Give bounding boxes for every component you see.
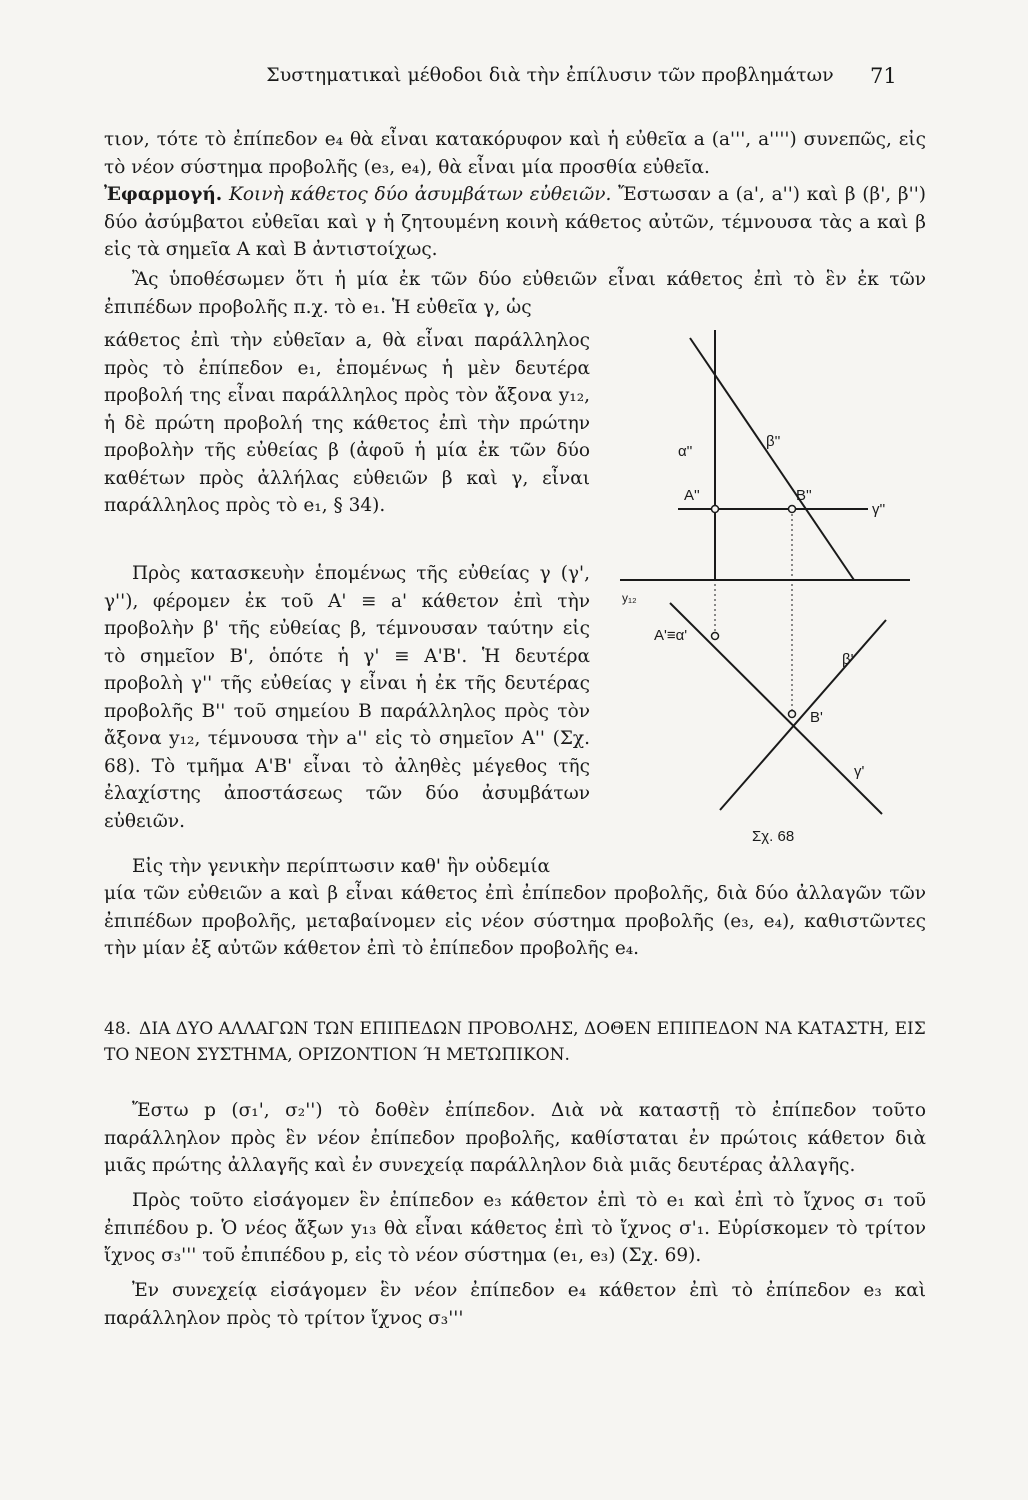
label-g1: γ' [854, 763, 865, 780]
label-B1: B' [810, 709, 823, 726]
label-B2: B'' [796, 487, 812, 504]
label-A2: A'' [684, 487, 700, 504]
paragraph-application [104, 181, 926, 264]
figure-caption: Σχ. 68 [752, 828, 795, 845]
label-A1: A'≡α' [654, 627, 688, 644]
running-header: Συστηματικαὶ μέθοδοι διὰ τὴν ἐπίλυσιν τῶν προβλημάτων [266, 64, 834, 86]
paragraph-1: τιον, τότε τὸ ἐπίπεδον e₄ θὰ εἶναι κατακόρυφον καὶ ἡ εὐθεῖα a (a''', a'''') συνεπῶς, εἰς τὸ νέον σύστημα προβολῆς (e₃, e₄), θὰ εἶναι μία προσθία εὐθεῖα. [104, 129, 926, 178]
application-body: Ἔστωσαν a (a', a'') καὶ β (β', β'') δύο ἀσύμβατοι εὐθεῖαι καὶ γ ἡ ζητουμένη κοινὴ κάθετος αὐτῶν, τέμνουσα τὰς a καὶ β εἰς τὰ σημεῖα A καὶ B ἀντιστοίχως. [104, 184, 927, 260]
paragraph-9: Ἐν συνεχείᾳ εἰσάγομεν ἓν νέον ἐπίπεδον e₄ κάθετον ἐπὶ τὸ ἐπίπεδον e₃ καὶ παράλληλον πρὸς τὸ τρίτον ἴχνος σ₃''' [104, 1280, 926, 1329]
application-label: Ἐφαρμογή. [104, 184, 223, 205]
b1-line [720, 620, 886, 810]
point-B1 [789, 711, 796, 718]
paragraph-3: Ἂς ὑποθέσωμεν ὅτι ἡ μία ἐκ τῶν δύο εὐθειῶν εἶναι κάθετος ἐπὶ τὸ ἓν ἐκ τῶν ἐπιπέδων προβολῆς π.χ. τὸ e₁. Ἡ εὐθεῖα γ, ὡς [104, 269, 926, 318]
paragraph-5: Πρὸς κατασκευὴν ἑπομένως τῆς εὐθείας γ (γ', γ''), φέρομεν ἐκ τοῦ A' ≡ a' κάθετον ἐπὶ τὴν προβολὴν β' τῆς εὐθείας β, τέμνουσαν ταύτην εἰς τὸ σημεῖον B', ὁπότε ἡ γ' ≡ A'B'. Ἡ δευτέρα προβολὴ γ'' τῆς εὐθείας γ εἶναι ἡ ἐκ τῆς δευτέρας προβολῆς B'' τοῦ σημείου B παράλληλος πρὸς τὸν ἄξονα y₁₂, τέμνουσα τὴν a'' εἰς τὸ σημεῖον A'' (Σχ. 68). Τὸ τμῆμα A'B' εἶναι τὸ ἀληθὲς μέγεθος τῆς ἐλαχίστης ἀποστάσεως τῶν δύο ἀσυμβάτων εὐθειῶν. [104, 563, 590, 832]
paragraph-8: Πρὸς τοῦτο εἰσάγομεν ἓν ἐπίπεδον e₃ κάθετον ἐπὶ τὸ e₁ καὶ ἐπὶ τὸ ἴχνος σ₁ τοῦ ἐπιπέδου p. Ὁ νέος ἄξων y₁₃ θὰ εἶναι κάθετος ἐπὶ τὸ ἴχνος σ'₁. Εὑρίσκομεν τὸ τρίτον ἴχνος σ₃''' τοῦ ἐπιπέδου p, εἰς τὸ νέον σύστημα (e₁, e₃) (Σχ. 69). [104, 1190, 926, 1266]
label-b2: β'' [766, 433, 781, 450]
label-g2: γ'' [872, 501, 886, 518]
paragraph-4: κάθετος ἐπὶ τὴν εὐθεῖαν a, θὰ εἶναι παράλληλος πρὸς τὸ ἐπίπεδον e₁, ἑπομένως ἡ μὲν δευτέρα προβολή της εἶναι παράλληλος πρὸς τὸν ἄξονα y₁₂, ἡ δὲ πρώτη προβολή της κάθετος ἐπὶ τὴν πρώτην προβολὴν τῆς εὐθείας β (ἀφοῦ ἡ μία ἐκ τῶν δύο καθέτων πρὸς ἀλλήλας εὐθειῶν β καὶ γ, εἶναι παράλληλος πρὸς τὸ e₁, § 34). [104, 330, 590, 516]
page-number: 71 [870, 64, 897, 88]
paragraph-6a: Εἰς τὴν γενικὴν περίπτωσιν καθ' ἣν οὐδεμία [132, 856, 550, 877]
figure-68 [618, 318, 918, 828]
label-a2: α'' [678, 443, 693, 460]
paragraph-6b: μία τῶν εὐθειῶν a καὶ β εἶναι κάθετος ἐπὶ ἐπίπεδον προβολῆς, διὰ δύο ἀλλαγῶν τῶν ἐπιπέδων προβολῆς, μεταβαίνομεν εἰς νέον σύστημα προβολῆς (e₃, e₄), καθιστῶντες τὴν μίαν ἐξ αὐτῶν κάθετον ἐπὶ τὸ ἐπίπεδον προβολῆς e₄. [104, 883, 926, 959]
section-heading [104, 1016, 926, 1068]
point-A1 [712, 633, 719, 640]
section-title: ΔΙΑ ΔΥΟ ΑΛΛΑΓΩΝ ΤΩΝ ΕΠΙΠΕΔΩΝ ΠΡΟΒΟΛΗΣ, ΔΟΘΕΝ ΕΠΙΠΕΔΟΝ ΝΑ ΚΑΤΑΣΤΗ, ΕΙΣ ΤΟ ΝΕΟΝ ΣΥΣΤΗΜΑ, ΟΡΙΖΟΝΤΙΟΝ Ή ΜΕΤΩΠΙΚΟΝ. [104, 1019, 926, 1065]
label-axis: y₁₂ [622, 591, 637, 605]
label-b1: β' [842, 651, 854, 668]
application-title: Κοινὴ κάθετος δύο ἀσυμβάτων εὐθειῶν. [229, 184, 612, 205]
point-A2 [712, 506, 719, 513]
g1-line [670, 603, 882, 814]
point-B2 [789, 506, 796, 513]
section-number: 48. [104, 1019, 132, 1039]
paragraph-7: Ἔστω p (σ₁', σ₂'') τὸ δοθὲν ἐπίπεδον. Διὰ νὰ καταστῇ τὸ ἐπίπεδον τοῦτο παράλληλον πρὸς ἓν νέον ἐπίπεδον προβολῆς, καθίσταται ἐν πρώτοις κάθετον διὰ μιᾶς πρώτης ἀλλαγῆς καὶ ἐν συνεχείᾳ παράλληλον διὰ μιᾶς δευτέρας ἀλλαγῆς. [104, 1100, 926, 1176]
